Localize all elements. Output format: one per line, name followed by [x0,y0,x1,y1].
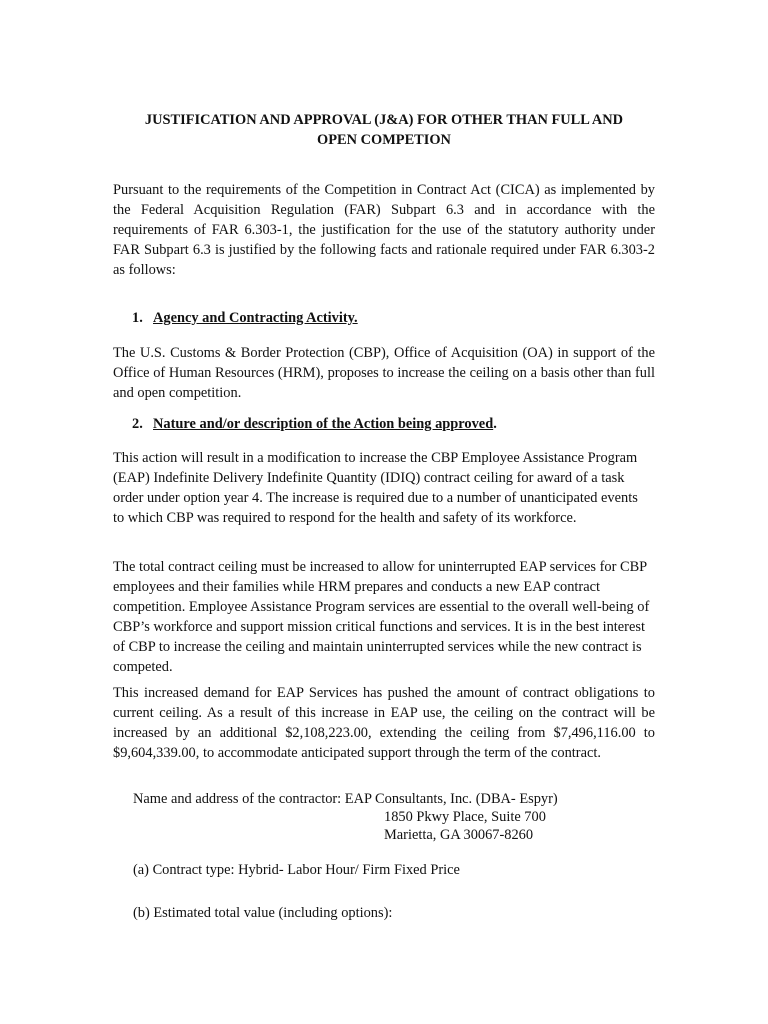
section-1-body: The U.S. Customs & Border Protection (CBP), Office of Acquisition (OA) in support of the Office of Human Resources (HRM), proposes to increase the ceiling on a basis other than full and open competition. [113,345,655,401]
section-1-heading [132,308,358,328]
contractor-address-line-1: 1850 Pkwy Place, Suite 700 [384,809,546,825]
title-line-1: JUSTIFICATION AND APPROVAL (J&A) FOR OTHER THAN FULL AND [144,112,624,128]
intro-paragraph: Pursuant to the requirements of the Competition in Contract Act (CICA) as implemented by the Federal Acquisition Regulation (FAR) Subpart 6.3 and in accordance with the requirements of FAR 6.303-1, the justification for the use of the statutory authority under FAR Subpart 6.3 is justified by the following facts and rationale required under FAR 6.303-2 as follows: [113,182,655,278]
contractor-address-line-2: Marietta, GA 30067-8260 [384,827,534,843]
section-1-number: 1. [132,310,143,326]
estimated-total-value: (b) Estimated total value (including options): [133,905,393,921]
section-2-title-period: . [493,416,497,432]
contract-type: (a) Contract type: Hybrid- Labor Hour/ Firm Fixed Price [133,862,460,878]
document-title [110,110,658,150]
section-2-paragraph-2: The total contract ceiling must be increased to allow for uninterrupted EAP services for CBP employees and their families while HRM prepares and conducts a new EAP contract competition. Employee Assistance Program services are essential to the overall well-being of CBP’s workforce and support mission critical functions and services. It is in the best interest of CBP to increase the ceiling and maintain uninterrupted services while the new contract is competed. [113,559,650,675]
section-1-title: Agency and Contracting Activity. [153,310,358,326]
section-2-number: 2. [132,416,143,432]
title-line-2: OPEN COMPETION [317,132,451,148]
section-2-heading [132,414,497,434]
section-2-paragraph-1: This action will result in a modification to increase the CBP Employee Assistance Program (EAP) Indefinite Delivery Indefinite Quantity (IDIQ) contract ceiling for award of a task order under option year 4. The increase is required due to a number of unanticipated events to which CBP was required to respond for the health and safety of its workforce. [113,450,638,526]
contractor-name: Name and address of the contractor: EAP Consultants, Inc. (DBA- Espyr) [133,791,558,807]
section-2-title: Nature and/or description of the Action being approved [153,416,494,432]
section-2-paragraph-3: This increased demand for EAP Services has pushed the amount of contract obligations to current ceiling. As a result of this increase in EAP use, the ceiling on the contract will be increased by an additional $2,108,223.00, extending the ceiling from $7,496,116.00 to $9,604,339.00, to accommodate anticipated support through the term of the contract. [113,685,655,761]
